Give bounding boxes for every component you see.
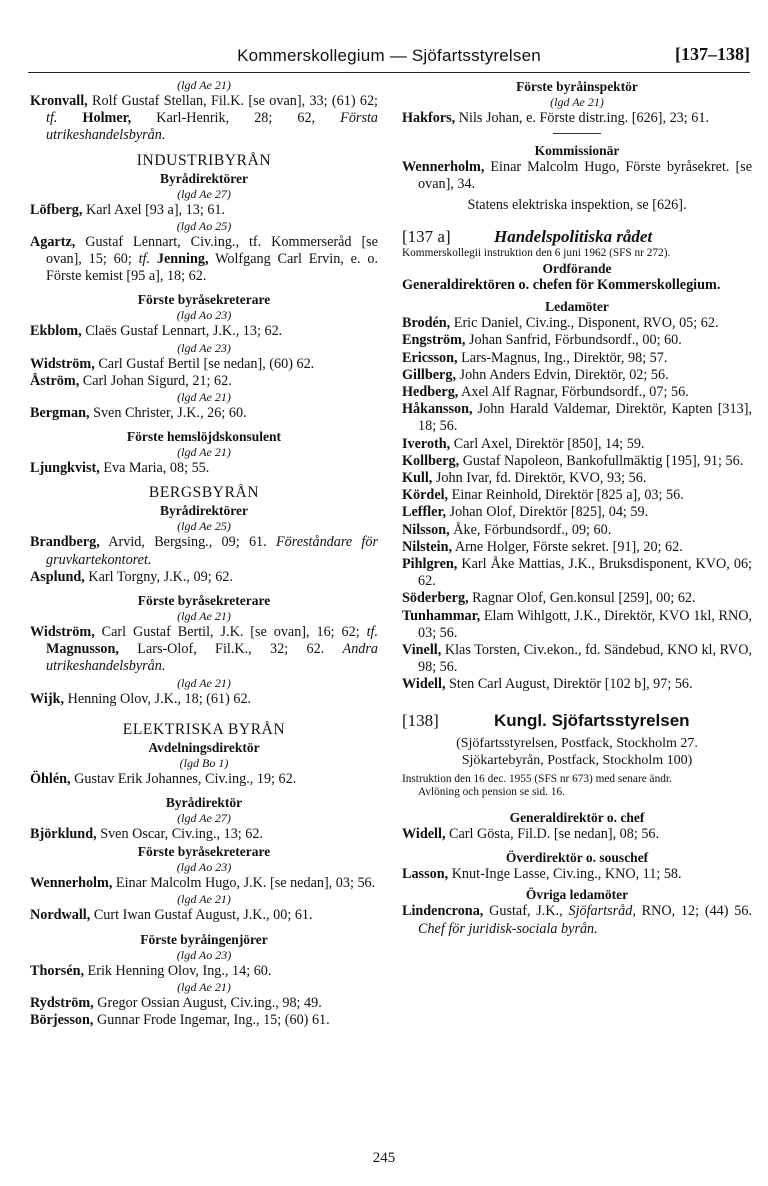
entry-name: Engström,: [402, 332, 466, 349]
header-page-range: [137–138]: [675, 44, 750, 64]
entry-name: Wijk,: [30, 690, 65, 707]
entry-name: Björklund,: [30, 826, 97, 843]
entry-text: Curt Iwan Gustaf August, J.K., 00; 61.: [90, 907, 313, 924]
entry-name: Pihlgren,: [402, 556, 458, 573]
entry-text: Eric Daniel, Civ.ing., Disponent, RVO, 05; 62.: [450, 315, 719, 332]
grade-label: (lgd Ao 23): [176, 860, 232, 875]
entry-text: Carl Gösta, Fil.D. [se nedan], 08; 56.: [445, 825, 660, 842]
entry-text: Sven Oscar, Civ.ing., 13; 62.: [96, 826, 264, 843]
section-heading-industribyran: INDUSTRIBYRÅN: [136, 151, 272, 169]
entry-text: Karl Åke Mattias, J.K., Bruksdisponent, KVO, 06; 62.: [418, 556, 752, 590]
subheading: Förste byråingenjörer: [140, 931, 268, 947]
entry-thorsen: [30, 963, 378, 980]
members-list: [402, 315, 752, 693]
tf-label: tf.: [46, 110, 58, 127]
member-entry: [402, 436, 752, 453]
member-entry: [402, 556, 752, 590]
entry-role: Föreståndare för gruvkartekontoret.: [46, 534, 378, 568]
member-entry: [402, 350, 752, 367]
subheading: Övriga ledamöter: [525, 887, 629, 903]
grade-label: (lgd Ao 25): [176, 218, 232, 233]
entry-name: Brodén,: [402, 315, 451, 332]
entry-name: Löfberg,: [30, 201, 83, 218]
entry-name: Ericsson,: [402, 349, 458, 366]
entry-name: Bergman,: [30, 405, 90, 422]
entry-lofberg: [30, 202, 378, 219]
entry-name: Håkansson,: [402, 401, 473, 418]
subheading: Förste byråinspektör: [516, 79, 638, 94]
entry-text: Sten Carl August, Direktör [102 b], 97; 56.: [445, 676, 693, 693]
member-entry: [402, 642, 752, 676]
grade-label: (lgd Ae 27): [177, 186, 231, 201]
entry-name: Magnusson,: [46, 641, 119, 658]
separator-dash: [553, 133, 601, 134]
entry-name: Ljungkvist,: [30, 460, 100, 477]
entry-ljungkvist: [30, 460, 378, 477]
grade-label: (lgd Ae 21): [177, 445, 231, 460]
entry-text: Einar Reinhold, Direktör [825 a], 03; 56.: [448, 487, 684, 504]
entry-name: Vinell,: [402, 642, 442, 659]
subheading: Förste byråsekreterare: [137, 593, 271, 609]
entry-name: Ekblom,: [30, 323, 82, 340]
subheading: Förste hemslöjdskonsulent: [126, 429, 282, 445]
entry-name: Kull,: [402, 470, 433, 487]
entry-text: John Ivar, fd. Direktör, KVO, 93; 56.: [432, 470, 647, 487]
section-number: [138]: [402, 710, 439, 730]
grade-label: (lgd Ae 21): [177, 675, 231, 690]
entry-text: Johan Sanfrid, Förbundsordf., 00; 60.: [465, 332, 682, 349]
entry-text: Einar Malcolm Hugo, J.K. [se nedan], 03; 56.: [112, 875, 376, 892]
entry-name: Hakfors,: [402, 110, 456, 126]
entry-wennerholm-2: [402, 159, 752, 193]
entry-name: Jenning,: [150, 251, 209, 268]
entry-borjesson: [30, 1012, 378, 1029]
entry-role: Andra utrikeshandelsbyrån.: [46, 641, 378, 675]
subheading: Generaldirektör o. chef: [509, 809, 645, 825]
entry-name: Leffler,: [402, 504, 446, 521]
entry-text: Karl Torgny, J.K., 09; 62.: [84, 568, 233, 585]
subheading: Byrådirektör: [165, 795, 243, 811]
subheading: Förste byråsekreterare: [137, 844, 271, 860]
entry-name: Lasson,: [402, 866, 449, 883]
entry-text: Karl-Henrik, 28; 62,: [131, 110, 341, 127]
entry-agartz: [30, 234, 378, 286]
entry-name: Öhlén,: [30, 770, 71, 787]
section-137a: [402, 228, 752, 245]
subheading: Kommissionär: [534, 143, 620, 159]
grade-label: (lgd Ae 27): [177, 811, 231, 826]
entry-text: Arvid, Bergsing., 09; 61.: [99, 534, 276, 551]
entry-name: Åström,: [30, 372, 80, 389]
entry-kronvall: [30, 93, 378, 145]
member-entry: [402, 332, 752, 349]
entry-text: Sven Christer, J.K., 26; 60.: [89, 405, 247, 422]
grade-label: (lgd Ae 21): [177, 979, 231, 994]
entry-text: Gunnar Frode Ingemar, Ing., 15; (60) 61.: [93, 1012, 330, 1029]
member-entry: [402, 539, 752, 556]
subheading: Överdirektör o. souschef: [505, 850, 649, 866]
entry-lasson: [402, 866, 752, 883]
entry-text: Nils Johan, e. Förste distr.ing. [626], 23; 61.: [455, 110, 709, 126]
entry-text: Claës Gustaf Lennart, J.K., 13; 62.: [81, 323, 283, 340]
entry-text: Knut-Inge Lasse, Civ.ing., KNO, 11; 58.: [448, 866, 682, 883]
entry-name: Nordwall,: [30, 907, 91, 924]
member-entry: [402, 487, 752, 504]
entry-name: Tunhammar,: [402, 607, 481, 624]
entry-text: Carl Axel, Direktör [850], 14; 59.: [450, 435, 645, 452]
entry-name: Hedberg,: [402, 384, 459, 401]
left-column: [30, 78, 378, 1029]
right-column: [402, 78, 752, 938]
entry-name: Börjesson,: [30, 1012, 94, 1029]
instruction-note: Instruktion den 16 dec. 1955 (SFS nr 673) med senare ändr.: [402, 772, 672, 785]
entry-lindencrona: [402, 903, 752, 937]
entry-text: Einar Malcolm Hugo, Förste byråsekret. [se ovan], 34.: [418, 159, 752, 193]
entry-text: Carl Johan Sigurd, 21; 62.: [79, 372, 232, 389]
grade-label: (lgd Ae 25): [177, 519, 231, 534]
subheading: Ledamöter: [545, 299, 609, 315]
member-entry: [402, 676, 752, 693]
entry-ohlen: [30, 771, 378, 788]
member-entry: [402, 504, 752, 521]
entry-name: Widell,: [402, 825, 446, 842]
page-number: 245: [372, 1150, 396, 1166]
member-entry: [402, 401, 752, 435]
entry-name: Thorsén,: [30, 962, 84, 979]
entry-name: Lindencrona,: [402, 903, 484, 920]
entry-text: Karl Axel [93 a], 13; 61.: [82, 201, 226, 218]
address-line: Sjökartebyrån, Postfack, Stockholm 100): [461, 752, 693, 768]
entry-name: Gillberg,: [402, 366, 456, 383]
entry-widell-2: [402, 826, 752, 843]
grade-label: (lgd Ao 23): [176, 947, 232, 962]
entry-name: Holmer,: [57, 110, 132, 127]
member-entry: [402, 384, 752, 401]
section-title: Handelspolitiska rådet: [494, 226, 653, 246]
subheading: Förste byråsekreterare: [137, 292, 271, 308]
entry-text: Erik Henning Olov, Ing., 14; 60.: [84, 962, 272, 979]
grade-label: (lgd Ae 21): [177, 892, 231, 907]
entry-name: Kollberg,: [402, 452, 460, 469]
entry-text: Gustaf Napoleon, Bankofullmäktig [195], 91; 56.: [459, 452, 744, 469]
member-entry: [402, 315, 752, 332]
address-line: (Sjöfartsstyrelsen, Postfack, Stockholm 27.: [456, 735, 698, 751]
entry-name: Nilsson,: [402, 521, 450, 538]
entry-text: Ragnar Olof, Gen.konsul [259], 00; 62.: [468, 590, 696, 607]
entry-role: Sjöfartsråd,: [568, 903, 636, 920]
entry-widstrom-2: [30, 624, 378, 676]
entry-text: Gustaf, J.K.,: [483, 903, 569, 920]
member-entry: [402, 453, 752, 470]
section-title: Kungl. Sjöfartsstyrelsen: [494, 710, 690, 730]
grade-label: (lgd Ae 21): [177, 609, 231, 624]
entry-name: Asplund,: [30, 568, 85, 585]
entry-wijk: [30, 691, 378, 708]
entry-name: Wennerholm,: [30, 875, 113, 892]
grade-label: (lgd Ae 23): [177, 340, 231, 355]
entry-name: Brandberg,: [30, 534, 100, 551]
section-138: [402, 712, 752, 729]
subheading: Avdelningsdirektör: [148, 739, 260, 755]
entry-text: Åke, Förbundsordf., 09; 60.: [449, 521, 612, 538]
entry-text: Carl Gustaf Bertil, J.K. [se ovan], 16; 62;: [94, 624, 367, 641]
entry-name: Agartz,: [30, 233, 76, 250]
section-number: [137 a]: [402, 226, 451, 246]
entry-bergman: [30, 405, 378, 422]
entry-text: Arne Holger, Förste sekret. [91], 20; 62.: [452, 538, 683, 555]
grade-label: (lgd Ae 21): [550, 95, 604, 109]
entry-astrom: [30, 373, 378, 390]
entry-name: Widström,: [30, 624, 95, 641]
entry-name: Kronvall,: [30, 93, 88, 109]
entry-nordwall: [30, 907, 378, 924]
entry-text: Eva Maria, 08; 55.: [99, 460, 210, 477]
entry-name: Iveroth,: [402, 435, 451, 452]
entry-name: Rydström,: [30, 994, 94, 1011]
entry-role: Första utrikeshandelsbyrån.: [46, 110, 378, 144]
header-rule: [28, 72, 750, 73]
member-entry: [402, 522, 752, 539]
entry-ekblom: [30, 323, 378, 340]
member-entry: [402, 590, 752, 607]
entry-text: Axel Alf Ragnar, Förbundsordf., 07; 56.: [458, 384, 689, 401]
chair-entry: Generaldirektören o. chefen för Kommerskollegium.: [402, 277, 721, 294]
entry-text: Gustav Erik Johannes, Civ.ing., 19; 62.: [70, 770, 297, 787]
section-heading-elektriska-byran: ELEKTRISKA BYRÅN: [122, 720, 286, 738]
entry-text: Klas Torsten, Civ.ekon., fd. Sändebud, KNO kl, RVO, 98; 56.: [418, 642, 752, 676]
member-entry: [402, 608, 752, 642]
entry-text: Lars-Magnus, Ing., Direktör, 98; 57.: [457, 349, 668, 366]
pay-note: Avlöning och pension se sid. 16.: [418, 785, 565, 798]
entry-text: Elam Wihlgott, J.K., Direktör, KVO 1kl, RNO, 03; 56.: [418, 607, 752, 641]
entry-name: Nilstein,: [402, 538, 453, 555]
subheading: Ordförande: [542, 261, 612, 277]
header-title: Kommerskollegium — Sjöfartsstyrelsen: [237, 46, 541, 65]
entry-text: Wolfgang Carl Ervin, e. o. Förste kemist [95 a], 18; 62.: [46, 251, 378, 285]
entry-text: Rolf Gustaf Stellan, Fil.K. [se ovan], 33; (61) 62;: [87, 93, 378, 109]
entry-text: Gregor Ossian August, Civ.ing., 98; 49.: [93, 994, 322, 1011]
member-entry: [402, 367, 752, 384]
section-heading-bergsbyran: BERGSBYRÅN: [148, 484, 260, 502]
grade-label: (lgd Ao 23): [176, 308, 232, 323]
entry-hakfors: [402, 110, 752, 127]
entry-name: Wennerholm,: [402, 159, 485, 176]
entry-bjorklund: [30, 826, 378, 843]
grade-label: (lgd Ae 21): [177, 78, 231, 92]
subheading: Byrådirektörer: [160, 170, 248, 186]
entry-brandberg: [30, 534, 378, 568]
entry-asplund: [30, 569, 378, 586]
entry-text: RNO, 12; (44) 56.: [635, 903, 752, 920]
entry-text: John Anders Edvin, Direktör, 02; 56.: [456, 366, 669, 383]
instruction-note: Kommerskollegii instruktion den 6 juni 1962 (SFS nr 272).: [402, 247, 671, 260]
entry-widstrom: [30, 356, 378, 373]
entry-role: Chef för juridisk-sociala byrån.: [418, 920, 598, 937]
entry-text: Carl Gustaf Bertil [se nedan], (60) 62.: [94, 355, 315, 372]
entry-name: Widström,: [30, 355, 95, 372]
member-entry: [402, 470, 752, 487]
tf-label: tf.: [138, 251, 151, 268]
entry-text: John Harald Valdemar, Direktör, Kapten [313], 18; 56.: [418, 401, 752, 435]
grade-label: (lgd Bo 1): [179, 755, 229, 770]
entry-name: Widell,: [402, 676, 446, 693]
entry-name: Söderberg,: [402, 590, 469, 607]
entry-rydstrom: [30, 995, 378, 1012]
running-header: [28, 44, 750, 70]
cross-reference-note: Statens elektriska inspektion, se [626].: [467, 196, 687, 213]
grade-label: (lgd Ae 21): [177, 390, 231, 405]
subheading: Byrådirektörer: [160, 503, 248, 519]
entry-text: Lars-Olof, Fil.K., 32; 62.: [118, 641, 343, 658]
entry-name: Kördel,: [402, 487, 449, 504]
entry-text: Gustaf Lennart, Civ.ing., tf. Kommerseråd [se ovan], 15; 60;: [46, 233, 378, 268]
entry-text: Henning Olov, J.K., 18; (61) 62.: [64, 690, 252, 707]
entry-text: Johan Olof, Direktör [825], 04; 59.: [446, 504, 649, 521]
tf-label: tf.: [366, 624, 378, 641]
entry-wennerholm: [30, 875, 378, 892]
